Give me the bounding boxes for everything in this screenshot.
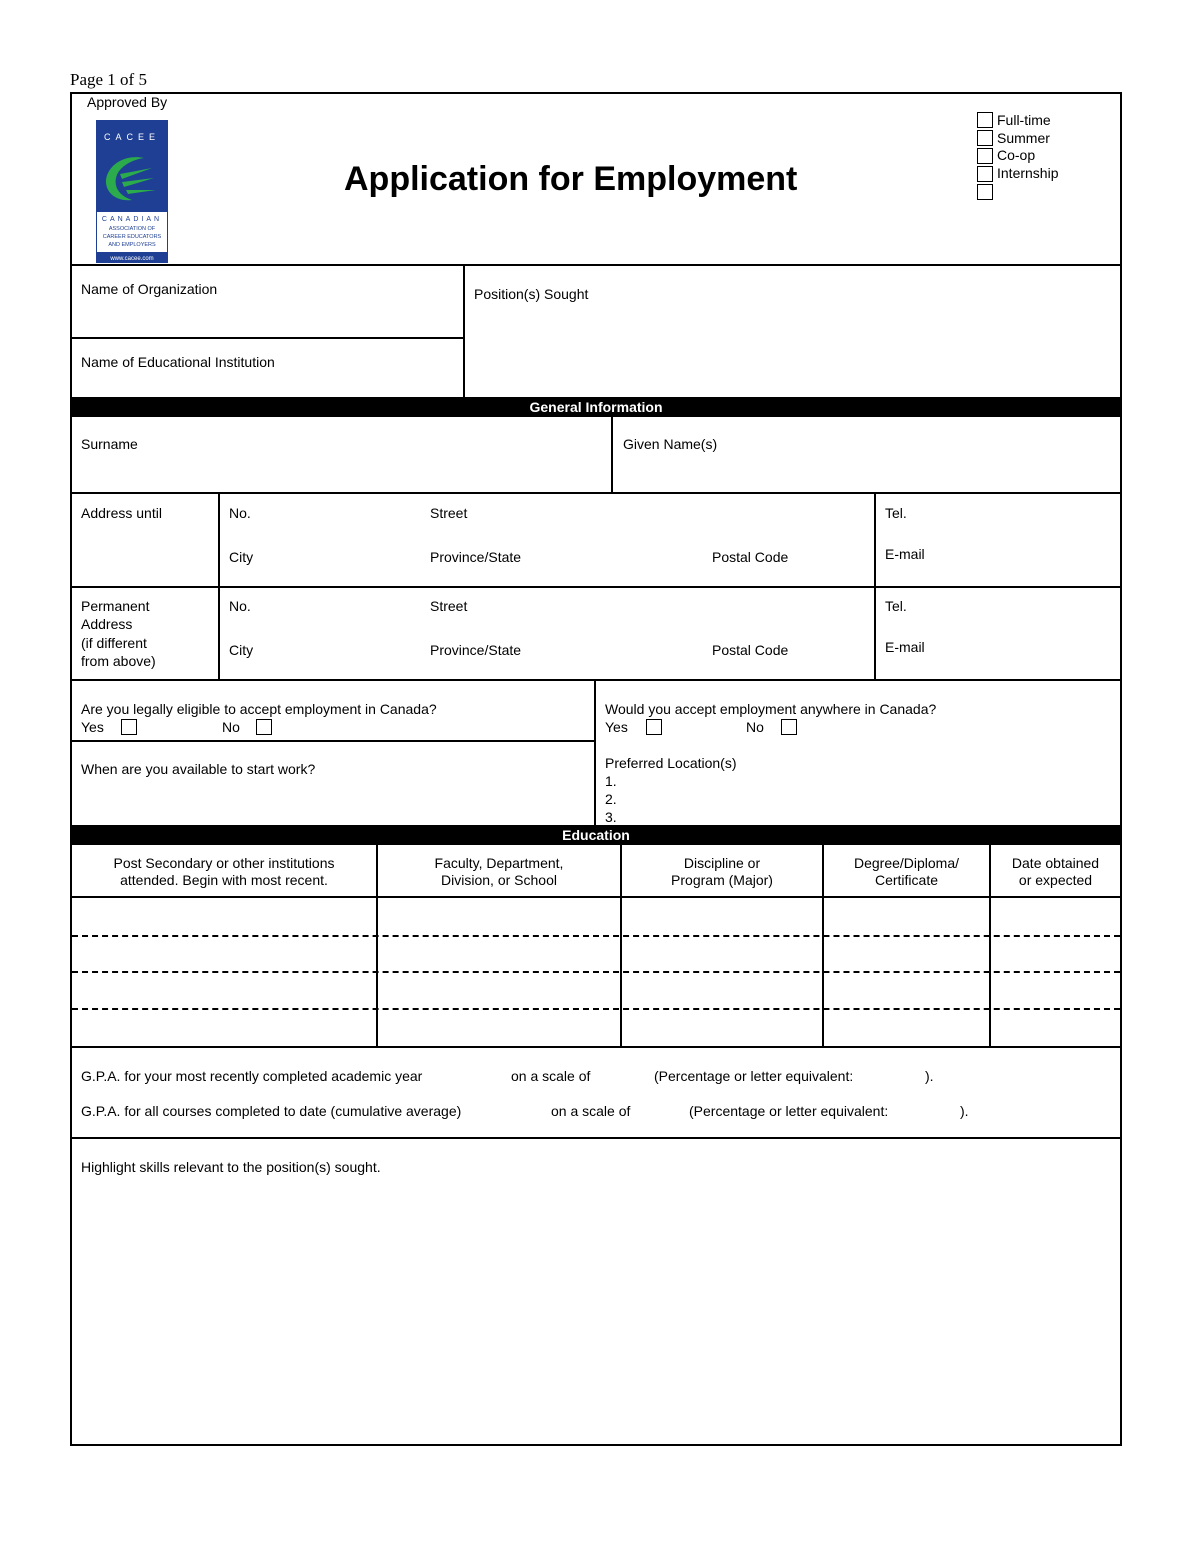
permanent-address-line: (if different xyxy=(81,635,147,651)
row-divider xyxy=(72,1008,1120,1010)
availability-input[interactable] xyxy=(80,784,589,816)
permanent-city-label: City xyxy=(229,642,254,658)
education-column-header xyxy=(72,855,376,889)
city-label: City xyxy=(229,549,254,565)
postal-code-label: Postal Code xyxy=(712,549,789,565)
permanent-email-label: E-mail xyxy=(885,639,925,655)
column-header-line: Post Secondary or other institutions xyxy=(113,855,335,871)
form-title: Application for Employment xyxy=(344,160,798,198)
education-heading: Education xyxy=(70,825,1122,845)
summer-checkbox[interactable] xyxy=(977,130,993,146)
column-header-line: Faculty, Department, xyxy=(434,855,564,871)
column-header-line: Degree/Diploma/ xyxy=(853,855,960,871)
location-number: 1. xyxy=(605,773,617,789)
svg-text:AND EMPLOYERS: AND EMPLOYERS xyxy=(108,242,156,248)
approved-by-label: Approved By xyxy=(87,94,168,110)
divider xyxy=(463,264,465,397)
co-op-label: Co-op xyxy=(997,147,1036,163)
divider xyxy=(70,337,464,339)
gpa-cumulative-close: ). xyxy=(960,1103,969,1119)
surname-label: Surname xyxy=(81,436,138,452)
column-header-line: Discipline or xyxy=(683,855,761,871)
full-time-checkbox[interactable] xyxy=(977,112,993,128)
permanent-province-input[interactable] xyxy=(430,659,704,679)
organization-input[interactable] xyxy=(80,305,459,333)
relocate-no-checkbox[interactable] xyxy=(781,719,797,735)
position-sought-label: Position(s) Sought xyxy=(474,286,589,302)
svg-text:CAREER EDUCATORS: CAREER EDUCATORS xyxy=(102,234,162,240)
column-header-line: Division, or School xyxy=(441,872,557,888)
divider xyxy=(70,1137,1122,1139)
eligibility-question: Are you legally eligible to accept employment in Canada? xyxy=(81,701,437,717)
skills-textarea[interactable] xyxy=(80,1182,1114,1436)
gpa-recent-scale-input[interactable] xyxy=(605,1066,655,1088)
permanent-telephone-label: Tel. xyxy=(885,598,907,614)
relocate-yes-checkbox[interactable] xyxy=(646,719,662,735)
column-header-line: Program (Major) xyxy=(671,872,773,888)
svg-text:www.cacee.com: www.cacee.com xyxy=(110,256,154,262)
education-column-header xyxy=(824,855,989,889)
eligible-yes-checkbox[interactable] xyxy=(121,719,137,735)
summer-label: Summer xyxy=(997,130,1050,146)
divider xyxy=(611,417,613,493)
permanent-postal-code-label: Postal Code xyxy=(712,642,789,658)
address-street-input[interactable] xyxy=(430,522,864,544)
gpa-recent-input[interactable] xyxy=(466,1066,512,1088)
gpa-cumulative-equivalent-label: (Percentage or letter equivalent: xyxy=(689,1103,889,1119)
column-header-line: attended. Begin with most recent. xyxy=(120,872,328,888)
column-header-line: or expected xyxy=(1018,872,1093,888)
cacee-logo xyxy=(96,120,168,263)
gpa-cumulative-scale-label: on a scale of xyxy=(551,1103,631,1119)
gpa-cumulative-scale-input[interactable] xyxy=(645,1101,691,1123)
gpa-cumulative-label: G.P.A. for all courses completed to date (cumulative average) xyxy=(81,1103,462,1119)
education-column-header xyxy=(622,855,822,889)
internship-checkbox[interactable] xyxy=(977,166,993,182)
postal-code-input[interactable] xyxy=(712,566,866,586)
permanent-number-label: No. xyxy=(229,598,251,614)
svg-text:ASSOCIATION OF: ASSOCIATION OF xyxy=(108,226,156,232)
email-label: E-mail xyxy=(885,546,925,562)
divider xyxy=(594,679,596,825)
education-column-header xyxy=(378,855,620,889)
street-label: Street xyxy=(430,505,468,521)
province-input[interactable] xyxy=(430,566,704,586)
permanent-province-label: Province/State xyxy=(430,642,522,658)
permanent-address-line: from above) xyxy=(81,653,156,669)
divider xyxy=(70,586,1122,588)
education-column-header xyxy=(991,855,1120,889)
svg-text:CANADIAN: CANADIAN xyxy=(101,216,163,223)
relocate-yes-label: Yes xyxy=(605,719,628,735)
permanent-street-label: Street xyxy=(430,598,468,614)
eligible-yes-label: Yes xyxy=(81,719,104,735)
address-until-label: Address until xyxy=(81,505,162,521)
email-input[interactable] xyxy=(885,563,1114,585)
permanent-city-input[interactable] xyxy=(229,659,423,679)
gpa-recent-scale-label: on a scale of xyxy=(511,1068,591,1084)
telephone-label: Tel. xyxy=(885,505,907,521)
relocate-no-label: No xyxy=(746,719,764,735)
position-sought-input[interactable] xyxy=(474,310,1116,338)
column-header-line: Certificate xyxy=(874,872,939,888)
divider xyxy=(70,679,1122,681)
city-input[interactable] xyxy=(229,566,423,586)
availability-question: When are you available to start work? xyxy=(81,761,316,777)
gpa-cumulative-equivalent-input[interactable] xyxy=(914,1101,962,1123)
given-names-label: Given Name(s) xyxy=(623,436,718,452)
street-number-label: No. xyxy=(229,505,251,521)
gpa-recent-close: ). xyxy=(925,1068,934,1084)
permanent-email-input[interactable] xyxy=(885,656,1114,678)
permanent-address-line: Permanent xyxy=(81,598,150,614)
page-number: Page 1 of 5 xyxy=(70,70,147,89)
co-op-checkbox[interactable] xyxy=(977,148,993,164)
divider xyxy=(70,492,1122,494)
permanent-address-line: Address xyxy=(81,616,133,632)
relocation-question: Would you accept employment anywhere in Canada? xyxy=(605,701,937,717)
gpa-recent-equivalent-label: (Percentage or letter equivalent: xyxy=(654,1068,854,1084)
divider xyxy=(70,1046,1122,1048)
row-divider xyxy=(72,935,1120,937)
educational-institution-label: Name of Educational Institution xyxy=(81,354,275,370)
gpa-recent-equivalent-input[interactable] xyxy=(880,1066,928,1088)
permanent-number-input[interactable] xyxy=(260,615,424,637)
province-label: Province/State xyxy=(430,549,522,565)
logo-acronym: CACEE xyxy=(103,132,161,142)
preferred-location-3-input[interactable] xyxy=(625,808,1114,826)
given-names-input[interactable] xyxy=(622,458,1116,486)
column-header-line: Date obtained xyxy=(1011,855,1100,871)
skills-label: Highlight skills relevant to the position(s) sought. xyxy=(81,1159,381,1175)
divider xyxy=(70,740,595,742)
telephone-input[interactable] xyxy=(885,522,1114,544)
location-number: 3. xyxy=(605,809,617,824)
address-number-input[interactable] xyxy=(260,522,424,544)
internship-label: Internship xyxy=(997,165,1059,181)
preferred-locations-label: Preferred Location(s) xyxy=(605,755,737,771)
gpa-cumulative-input[interactable] xyxy=(509,1101,553,1123)
gpa-recent-label: G.P.A. for your most recently completed academic year xyxy=(81,1068,423,1084)
educational-institution-input[interactable] xyxy=(80,372,459,396)
permanent-telephone-input[interactable] xyxy=(885,615,1114,637)
preferred-location-1-input[interactable] xyxy=(625,772,1114,791)
permanent-street-input[interactable] xyxy=(430,615,864,637)
general-information-heading: General Information xyxy=(70,397,1122,417)
surname-input[interactable] xyxy=(80,458,604,486)
divider xyxy=(70,896,1122,898)
eligible-no-checkbox[interactable] xyxy=(256,719,272,735)
organization-label: Name of Organization xyxy=(81,281,218,297)
location-number: 2. xyxy=(605,791,617,807)
preferred-location-2-input[interactable] xyxy=(625,790,1114,809)
other-type-checkbox[interactable] xyxy=(977,184,993,200)
permanent-postal-code-input[interactable] xyxy=(712,659,866,679)
row-divider xyxy=(72,971,1120,973)
divider xyxy=(70,264,1122,266)
full-time-label: Full-time xyxy=(997,112,1051,128)
eligible-no-label: No xyxy=(222,719,240,735)
